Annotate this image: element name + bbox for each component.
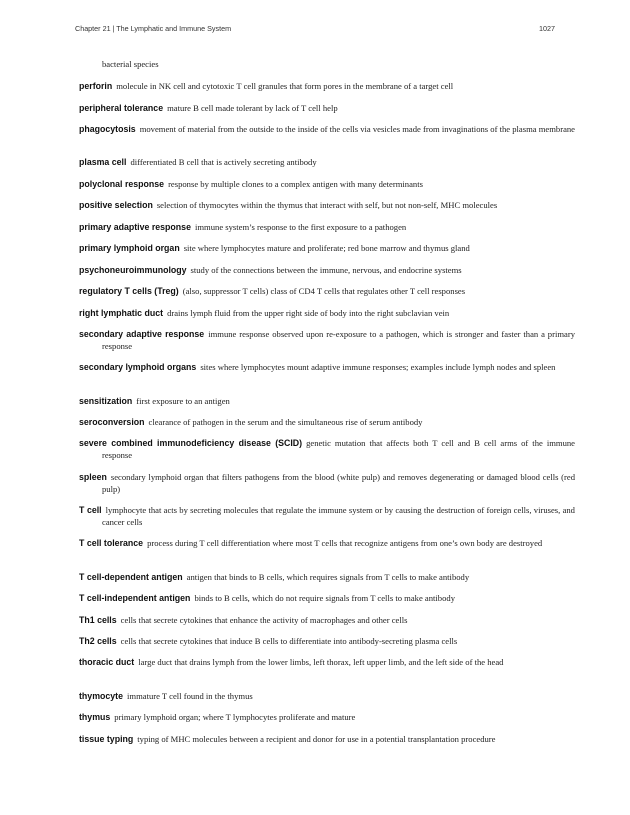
glossary-term: plasma cell [79, 157, 127, 167]
glossary-term: severe combined immunodeficiency disease (SCID) [79, 438, 303, 448]
glossary-definition: primary lymphoid organ; where T lymphocytes proliferate and mature [114, 712, 356, 722]
glossary-term: perforin [79, 81, 113, 91]
glossary-definition: binds to B cells, which do not require signals from T cells to make antibody [194, 593, 455, 603]
glossary-term: Th1 cells [79, 615, 117, 625]
glossary-definition: differentiated B cell that is actively secreting antibody [130, 157, 317, 167]
glossary-entry [79, 124, 575, 136]
glossary-entry [79, 572, 575, 584]
glossary-term: primary lymphoid organ [79, 243, 180, 253]
glossary-definition: response by multiple clones to a complex antigen with many determinants [168, 179, 423, 189]
glossary-definition: sites where lymphocytes mount adaptive immune responses; examples include lymph nodes and spleen [200, 362, 556, 372]
glossary-term: T cell-dependent antigen [79, 572, 183, 582]
glossary-entry [79, 615, 575, 627]
glossary-definition: selection of thymocytes within the thymus that interact with self, but not non-self, MHC molecules [156, 200, 498, 210]
glossary-term: polyclonal response [79, 179, 165, 189]
glossary-entry [79, 286, 575, 298]
glossary-entry [79, 538, 575, 550]
glossary-term: thoracic duct [79, 657, 135, 667]
glossary-entry [79, 657, 575, 669]
glossary-entry [79, 103, 575, 115]
glossary-entry [79, 222, 575, 234]
glossary-term: thymocyte [79, 691, 123, 701]
glossary-entry [79, 472, 575, 495]
glossary-term: tissue typing [79, 734, 134, 744]
glossary-term: psychoneuroimmunology [79, 265, 187, 275]
glossary-definition: immune response observed upon re-exposure to a pathogen, which is stronger and faster than a primary response [102, 329, 575, 351]
glossary-definition: cells that secrete cytokines that enhance the activity of macrophages and other cells [120, 615, 408, 625]
glossary-entry [79, 593, 575, 605]
glossary-definition: (also, suppressor T cells) class of CD4 T cells that regulates other T cell responses [182, 286, 466, 296]
glossary-term: T cell [79, 505, 102, 515]
glossary-definition: antigen that binds to B cells, which requires signals from T cells to make antibody [186, 572, 470, 582]
glossary-term: regulatory T cells (Treg) [79, 286, 179, 296]
glossary-term: peripheral tolerance [79, 103, 164, 113]
glossary-term: spleen [79, 472, 107, 482]
glossary-entry [79, 81, 575, 93]
glossary-entry [79, 691, 575, 703]
glossary-term: positive selection [79, 200, 153, 210]
glossary-entry [79, 505, 575, 528]
glossary-entry [79, 200, 575, 212]
glossary-term: Th2 cells [79, 636, 117, 646]
glossary-entry [79, 417, 575, 429]
glossary-definition: immature T cell found in the thymus [127, 691, 253, 701]
glossary-term: thymus [79, 712, 111, 722]
continued-definition: bacterial species [102, 59, 159, 69]
glossary-term: seroconversion [79, 417, 145, 427]
glossary-definition: lymphocyte that acts by secreting molecules that regulate the immune system or by causing the destruction of foreign cells, viruses, and cancer cells [102, 505, 575, 527]
glossary-entry [79, 243, 575, 255]
glossary-term: T cell tolerance [79, 538, 144, 548]
glossary-definition: immune system’s response to the first exposure to a pathogen [194, 222, 407, 232]
glossary-entry [79, 329, 575, 352]
glossary-entry [79, 362, 575, 374]
glossary-entry [79, 157, 575, 169]
glossary-definition: drains lymph fluid from the upper right side of body into the right subclavian vein [167, 308, 450, 318]
glossary-term: right lymphatic duct [79, 308, 164, 318]
page-number: 1027 [539, 24, 555, 33]
glossary-entry [79, 734, 575, 746]
glossary-definition: first exposure to an antigen [136, 396, 230, 406]
glossary-entry [79, 712, 575, 724]
glossary-term: sensitization [79, 396, 133, 406]
glossary-definition: large duct that drains lymph from the lower limbs, left thorax, left upper limb, and the left side of the head [138, 657, 504, 667]
glossary-entry [79, 308, 575, 320]
glossary-definition: molecule in NK cell and cytotoxic T cell granules that form pores in the membrane of a target cell [116, 81, 454, 91]
glossary-entry [79, 396, 575, 408]
glossary-definition: movement of material from the outside to the inside of the cells via vesicles made from invaginations of the plasma membrane [139, 124, 575, 134]
glossary-term: phagocytosis [79, 124, 136, 134]
glossary-term: secondary adaptive response [79, 329, 205, 339]
glossary-definition: site where lymphocytes mature and proliferate; red bone marrow and thymus gland [183, 243, 470, 253]
page-header [75, 24, 555, 36]
glossary-entry [79, 265, 575, 277]
glossary-definition: mature B cell made tolerant by lack of T cell help [167, 103, 338, 113]
glossary-definition: study of the connections between the immune, nervous, and endocrine systems [190, 265, 462, 275]
glossary-definition: genetic mutation that affects both T cell and B cell arms of the immune response [102, 438, 575, 460]
chapter-title: Chapter 21 | The Lymphatic and Immune System [75, 24, 232, 33]
glossary-term: primary adaptive response [79, 222, 191, 232]
glossary-term: secondary lymphoid organs [79, 362, 197, 372]
glossary-definition: clearance of pathogen in the serum and the simultaneous rise of serum antibody [148, 417, 423, 427]
glossary-term: T cell-independent antigen [79, 593, 191, 603]
glossary-definition: secondary lymphoid organ that filters pathogens from the blood (white pulp) and removes degenerating or damaged blood cells (red pulp) [102, 472, 575, 494]
glossary-definition: process during T cell differentiation where most T cells that recognize antigens from one’s own body are destroyed [147, 538, 543, 548]
glossary-entry [79, 636, 575, 648]
glossary-entry [79, 179, 575, 191]
glossary-definition: typing of MHC molecules between a recipient and donor for use in a potential transplantation procedure [137, 734, 496, 744]
glossary-definition: cells that secrete cytokines that induce B cells to differentiate into antibody-secreting plasma cells [120, 636, 458, 646]
glossary-entry [79, 438, 575, 461]
